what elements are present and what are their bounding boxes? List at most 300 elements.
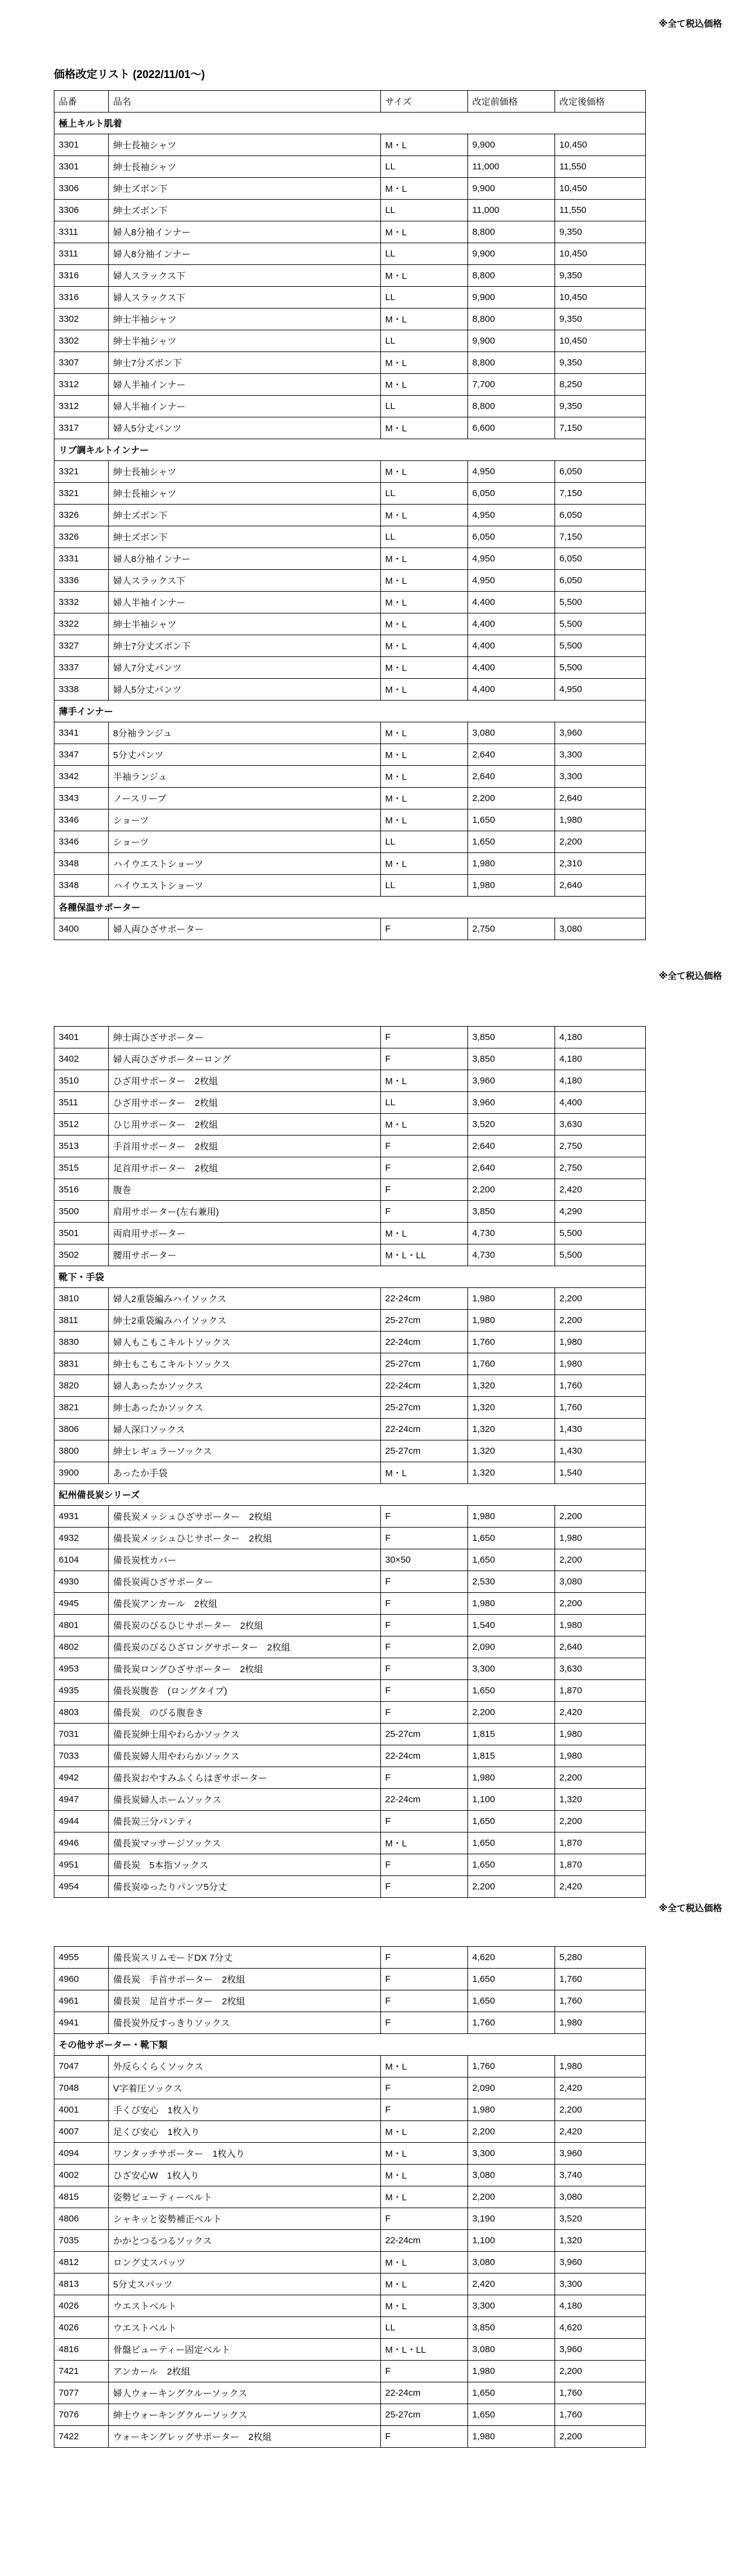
item-after-cell: 7,150 bbox=[555, 417, 646, 439]
item-after-cell: 10,450 bbox=[555, 178, 646, 200]
item-row bbox=[54, 1070, 646, 1092]
item-row bbox=[54, 657, 646, 679]
item-after-cell: 2,640 bbox=[555, 788, 646, 809]
item-row bbox=[54, 1244, 646, 1266]
item-name-cell: 婦人7分丈パンツ bbox=[109, 657, 381, 679]
item-name-cell: 紳士長袖シャツ bbox=[109, 483, 381, 505]
item-after-cell: 3,080 bbox=[555, 1571, 646, 1593]
item-after-cell: 4,620 bbox=[555, 2317, 646, 2339]
item-code-cell: 4007 bbox=[54, 2121, 109, 2143]
item-row bbox=[54, 396, 646, 417]
item-after-cell: 9,350 bbox=[555, 221, 646, 243]
item-name-cell: 紳士両ひざサポーター bbox=[109, 1027, 381, 1048]
item-name-cell: ひざ用サポーター 2枚組 bbox=[109, 1070, 381, 1092]
item-code-cell: 7048 bbox=[54, 2077, 109, 2099]
item-row bbox=[54, 2121, 646, 2143]
item-after-cell: 3,960 bbox=[555, 2143, 646, 2165]
item-size-cell: LL bbox=[381, 287, 468, 309]
item-before-cell: 4,730 bbox=[468, 1244, 555, 1266]
item-row bbox=[54, 243, 646, 265]
item-before-cell: 2,750 bbox=[468, 918, 555, 940]
item-before-cell: 1,650 bbox=[468, 1680, 555, 1702]
item-size-cell: F bbox=[381, 2426, 468, 2448]
item-before-cell: 1,650 bbox=[468, 1811, 555, 1832]
item-before-cell: 3,080 bbox=[468, 2252, 555, 2274]
item-name-cell: 婦人5分丈パンツ bbox=[109, 417, 381, 439]
item-code-cell: 3301 bbox=[54, 134, 109, 156]
item-code-cell: 4935 bbox=[54, 1680, 109, 1702]
item-before-cell: 11,000 bbox=[468, 156, 555, 178]
item-row bbox=[54, 1528, 646, 1549]
item-after-cell: 4,180 bbox=[555, 1070, 646, 1092]
item-before-cell: 4,730 bbox=[468, 1223, 555, 1244]
item-after-cell: 3,960 bbox=[555, 2339, 646, 2361]
item-size-cell: F bbox=[381, 1767, 468, 1789]
section-header-row bbox=[54, 439, 646, 461]
item-before-cell: 4,620 bbox=[468, 1947, 555, 1969]
item-code-cell: 3307 bbox=[54, 352, 109, 374]
item-before-cell: 1,980 bbox=[468, 1767, 555, 1789]
item-before-cell: 1,320 bbox=[468, 1419, 555, 1440]
item-code-cell: 4802 bbox=[54, 1636, 109, 1658]
item-name-cell: 婦人スラックス下 bbox=[109, 287, 381, 309]
item-row bbox=[54, 2404, 646, 2426]
item-name-cell: 紳士ズボン下 bbox=[109, 505, 381, 526]
item-after-cell: 3,960 bbox=[555, 2252, 646, 2274]
item-after-cell: 9,350 bbox=[555, 352, 646, 374]
item-before-cell: 2,200 bbox=[468, 1702, 555, 1724]
item-size-cell: LL bbox=[381, 200, 468, 221]
item-after-cell: 5,500 bbox=[555, 1244, 646, 1266]
item-size-cell: M・L bbox=[381, 1462, 468, 1484]
item-after-cell: 5,500 bbox=[555, 613, 646, 635]
item-row bbox=[54, 2230, 646, 2252]
item-after-cell: 10,450 bbox=[555, 330, 646, 352]
item-before-cell: 11,000 bbox=[468, 200, 555, 221]
item-row bbox=[54, 1990, 646, 2012]
item-size-cell: F bbox=[381, 1811, 468, 1832]
item-code-cell: 4816 bbox=[54, 2339, 109, 2361]
item-before-cell: 1,650 bbox=[468, 1549, 555, 1571]
item-name-cell: 両肩用サポーター bbox=[109, 1223, 381, 1244]
item-size-cell: M・L bbox=[381, 2121, 468, 2143]
section-title: 各種保温サポーター bbox=[54, 897, 646, 918]
item-before-cell: 9,900 bbox=[468, 178, 555, 200]
item-name-cell: 紳士レギュラーソックス bbox=[109, 1440, 381, 1462]
item-after-cell: 2,420 bbox=[555, 2121, 646, 2143]
tax-note-middle: ※全て税込価格 bbox=[659, 971, 722, 981]
item-row bbox=[54, 1310, 646, 1332]
item-code-cell: 3302 bbox=[54, 309, 109, 330]
item-after-cell: 6,050 bbox=[555, 570, 646, 592]
item-code-cell: 3341 bbox=[54, 722, 109, 744]
item-size-cell: 25-27cm bbox=[381, 1397, 468, 1419]
item-code-cell: 7033 bbox=[54, 1745, 109, 1767]
item-before-cell: 3,850 bbox=[468, 1027, 555, 1048]
item-name-cell: ショーツ bbox=[109, 831, 381, 853]
item-row bbox=[54, 918, 646, 940]
item-row bbox=[54, 526, 646, 548]
item-size-cell: M・L bbox=[381, 309, 468, 330]
column-header-row bbox=[54, 91, 646, 113]
tax-note-top: ※全て税込価格 bbox=[659, 19, 722, 29]
item-name-cell: 婦人両ひざサポーターロング bbox=[109, 1048, 381, 1070]
item-name-cell: 婦人2重袋編みハイソックス bbox=[109, 1288, 381, 1310]
item-size-cell: LL bbox=[381, 396, 468, 417]
section-header-row bbox=[54, 2034, 646, 2056]
item-size-cell: M・L bbox=[381, 265, 468, 287]
item-code-cell: 3302 bbox=[54, 330, 109, 352]
item-before-cell: 6,600 bbox=[468, 417, 555, 439]
item-row bbox=[54, 1114, 646, 1136]
item-size-cell: 22-24cm bbox=[381, 1419, 468, 1440]
item-row bbox=[54, 461, 646, 483]
item-name-cell: 5分丈パンツ bbox=[109, 744, 381, 766]
item-name-cell: 婦人深口ソックス bbox=[109, 1419, 381, 1440]
item-name-cell: 備長炭両ひざサポーター bbox=[109, 1571, 381, 1593]
item-code-cell: 4961 bbox=[54, 1990, 109, 2012]
item-after-cell: 3,300 bbox=[555, 744, 646, 766]
item-row bbox=[54, 1136, 646, 1157]
item-size-cell: M・L bbox=[381, 1070, 468, 1092]
item-after-cell: 2,200 bbox=[555, 1310, 646, 1332]
item-before-cell: 4,400 bbox=[468, 635, 555, 657]
item-code-cell: 6104 bbox=[54, 1549, 109, 1571]
item-row bbox=[54, 2208, 646, 2230]
item-code-cell: 3513 bbox=[54, 1136, 109, 1157]
item-size-cell: F bbox=[381, 1854, 468, 1876]
item-after-cell: 3,740 bbox=[555, 2165, 646, 2186]
price-table-page3 bbox=[54, 1946, 646, 2448]
item-after-cell: 7,150 bbox=[555, 526, 646, 548]
item-after-cell: 10,450 bbox=[555, 243, 646, 265]
item-before-cell: 1,100 bbox=[468, 1789, 555, 1811]
item-size-cell: 22-24cm bbox=[381, 2230, 468, 2252]
item-after-cell: 3,300 bbox=[555, 2274, 646, 2295]
item-row bbox=[54, 1179, 646, 1201]
item-size-cell: M・L bbox=[381, 635, 468, 657]
item-row bbox=[54, 1724, 646, 1745]
item-row bbox=[54, 2252, 646, 2274]
item-row bbox=[54, 2143, 646, 2165]
item-after-cell: 4,950 bbox=[555, 679, 646, 701]
item-before-cell: 1,980 bbox=[468, 1310, 555, 1332]
item-name-cell: 備長炭メッシュひじサポーター 2枚組 bbox=[109, 1528, 381, 1549]
item-before-cell: 1,980 bbox=[468, 1506, 555, 1528]
item-size-cell: F bbox=[381, 2012, 468, 2034]
item-size-cell: F bbox=[381, 1947, 468, 1969]
item-before-cell: 4,950 bbox=[468, 570, 555, 592]
item-size-cell: M・L bbox=[381, 505, 468, 526]
item-code-cell: 4002 bbox=[54, 2165, 109, 2186]
item-before-cell: 3,300 bbox=[468, 2295, 555, 2317]
item-before-cell: 2,200 bbox=[468, 1876, 555, 1898]
item-row bbox=[54, 592, 646, 613]
item-code-cell: 3312 bbox=[54, 374, 109, 396]
item-before-cell: 1,760 bbox=[468, 1332, 555, 1353]
item-name-cell: 外反らくらくソックス bbox=[109, 2056, 381, 2077]
item-after-cell: 1,980 bbox=[555, 1615, 646, 1636]
item-before-cell: 3,080 bbox=[468, 722, 555, 744]
item-row bbox=[54, 635, 646, 657]
item-before-cell: 2,530 bbox=[468, 1571, 555, 1593]
item-after-cell: 4,180 bbox=[555, 1027, 646, 1048]
item-size-cell: M・L bbox=[381, 2056, 468, 2077]
item-after-cell: 2,750 bbox=[555, 1136, 646, 1157]
item-row bbox=[54, 1680, 646, 1702]
item-size-cell: LL bbox=[381, 831, 468, 853]
item-after-cell: 2,200 bbox=[555, 1593, 646, 1615]
item-row bbox=[54, 2426, 646, 2448]
item-row bbox=[54, 1048, 646, 1070]
item-size-cell: F bbox=[381, 1876, 468, 1898]
price-table-page2 bbox=[54, 1026, 646, 1898]
item-after-cell: 2,200 bbox=[555, 1506, 646, 1528]
item-before-cell: 2,200 bbox=[468, 2121, 555, 2143]
item-after-cell: 2,420 bbox=[555, 1876, 646, 1898]
item-size-cell: M・L bbox=[381, 178, 468, 200]
item-row bbox=[54, 2295, 646, 2317]
item-size-cell: LL bbox=[381, 330, 468, 352]
item-size-cell: M・L bbox=[381, 570, 468, 592]
item-size-cell: M・L bbox=[381, 2165, 468, 2186]
item-before-cell: 2,640 bbox=[468, 1157, 555, 1179]
item-before-cell: 1,650 bbox=[468, 2404, 555, 2426]
column-header-before: 改定前価格 bbox=[468, 91, 555, 113]
item-after-cell: 10,450 bbox=[555, 134, 646, 156]
item-after-cell: 1,870 bbox=[555, 1832, 646, 1854]
item-row bbox=[54, 287, 646, 309]
item-before-cell: 1,760 bbox=[468, 1353, 555, 1375]
item-after-cell: 1,430 bbox=[555, 1419, 646, 1440]
item-after-cell: 1,760 bbox=[555, 2382, 646, 2404]
item-name-cell: 足くび安心 1枚入り bbox=[109, 2121, 381, 2143]
item-code-cell: 3348 bbox=[54, 853, 109, 875]
item-row bbox=[54, 788, 646, 809]
item-row bbox=[54, 722, 646, 744]
item-name-cell: V字着圧ソックス bbox=[109, 2077, 381, 2099]
item-code-cell: 7421 bbox=[54, 2361, 109, 2382]
item-code-cell: 3312 bbox=[54, 396, 109, 417]
item-size-cell: M・L・LL bbox=[381, 1244, 468, 1266]
item-code-cell: 3336 bbox=[54, 570, 109, 592]
item-code-cell: 3301 bbox=[54, 156, 109, 178]
item-row bbox=[54, 1288, 646, 1310]
item-size-cell: M・L bbox=[381, 679, 468, 701]
item-after-cell: 3,630 bbox=[555, 1658, 646, 1680]
item-row bbox=[54, 1157, 646, 1179]
item-name-cell: 腰用サポーター bbox=[109, 1244, 381, 1266]
item-code-cell: 4094 bbox=[54, 2143, 109, 2165]
item-size-cell: M・L bbox=[381, 221, 468, 243]
item-row bbox=[54, 200, 646, 221]
item-after-cell: 1,870 bbox=[555, 1854, 646, 1876]
item-code-cell: 3830 bbox=[54, 1332, 109, 1353]
item-after-cell: 1,760 bbox=[555, 1990, 646, 2012]
item-code-cell: 3810 bbox=[54, 1288, 109, 1310]
item-code-cell: 4951 bbox=[54, 1854, 109, 1876]
item-code-cell: 3316 bbox=[54, 287, 109, 309]
item-name-cell: 紳士長袖シャツ bbox=[109, 461, 381, 483]
item-size-cell: M・L bbox=[381, 461, 468, 483]
item-row bbox=[54, 1789, 646, 1811]
item-after-cell: 5,500 bbox=[555, 1223, 646, 1244]
item-before-cell: 4,400 bbox=[468, 592, 555, 613]
item-after-cell: 2,200 bbox=[555, 1811, 646, 1832]
item-name-cell: 姿勢ビューティーベルト bbox=[109, 2186, 381, 2208]
item-after-cell: 5,500 bbox=[555, 657, 646, 679]
item-before-cell: 8,800 bbox=[468, 309, 555, 330]
item-size-cell: 25-27cm bbox=[381, 2404, 468, 2426]
item-size-cell: M・L bbox=[381, 2252, 468, 2274]
item-size-cell: F bbox=[381, 2361, 468, 2382]
item-before-cell: 1,980 bbox=[468, 2361, 555, 2382]
item-size-cell: M・L bbox=[381, 613, 468, 635]
item-name-cell: 紳士半袖シャツ bbox=[109, 613, 381, 635]
item-before-cell: 3,850 bbox=[468, 2317, 555, 2339]
item-before-cell: 1,320 bbox=[468, 1462, 555, 1484]
item-code-cell: 4026 bbox=[54, 2295, 109, 2317]
item-name-cell: 肩用サポーター(左右兼用) bbox=[109, 1201, 381, 1223]
item-before-cell: 2,200 bbox=[468, 788, 555, 809]
item-name-cell: 骨盤ビューティー固定ベルト bbox=[109, 2339, 381, 2361]
item-name-cell: 備長炭枕カバー bbox=[109, 1549, 381, 1571]
item-after-cell: 1,540 bbox=[555, 1462, 646, 1484]
item-code-cell: 4953 bbox=[54, 1658, 109, 1680]
item-before-cell: 3,960 bbox=[468, 1092, 555, 1114]
item-size-cell: F bbox=[381, 1593, 468, 1615]
item-name-cell: 手首用サポーター 2枚組 bbox=[109, 1136, 381, 1157]
item-after-cell: 9,350 bbox=[555, 265, 646, 287]
item-name-cell: ハイウエストショーツ bbox=[109, 875, 381, 897]
item-row bbox=[54, 1636, 646, 1658]
item-row bbox=[54, 570, 646, 592]
item-name-cell: 備長炭 のびる腹巻き bbox=[109, 1702, 381, 1724]
item-name-cell: 婦人8分袖インナー bbox=[109, 221, 381, 243]
item-row bbox=[54, 156, 646, 178]
item-row bbox=[54, 1658, 646, 1680]
item-size-cell: F bbox=[381, 1528, 468, 1549]
item-name-cell: 備長炭スリムモードDX 7分丈 bbox=[109, 1947, 381, 1969]
item-size-cell: 22-24cm bbox=[381, 1375, 468, 1397]
item-row bbox=[54, 1027, 646, 1048]
item-size-cell: F bbox=[381, 1969, 468, 1990]
item-row bbox=[54, 374, 646, 396]
item-code-cell: 3331 bbox=[54, 548, 109, 570]
item-size-cell: F bbox=[381, 1636, 468, 1658]
item-size-cell: M・L bbox=[381, 1114, 468, 1136]
item-before-cell: 1,815 bbox=[468, 1745, 555, 1767]
item-name-cell: 備長炭のびるひざロングサポーター 2枚組 bbox=[109, 1636, 381, 1658]
item-name-cell: 婦人8分袖インナー bbox=[109, 243, 381, 265]
section-header-row bbox=[54, 701, 646, 722]
item-row bbox=[54, 352, 646, 374]
item-name-cell: 婦人半袖インナー bbox=[109, 396, 381, 417]
item-name-cell: 備長炭三分パンティ bbox=[109, 1811, 381, 1832]
item-size-cell: M・L bbox=[381, 2274, 468, 2295]
item-name-cell: ひざ用サポーター 2枚組 bbox=[109, 1092, 381, 1114]
item-code-cell: 7422 bbox=[54, 2426, 109, 2448]
item-before-cell: 1,320 bbox=[468, 1375, 555, 1397]
item-row bbox=[54, 1397, 646, 1419]
item-size-cell: M・L bbox=[381, 1832, 468, 1854]
item-size-cell: F bbox=[381, 1506, 468, 1528]
item-after-cell: 9,350 bbox=[555, 396, 646, 417]
item-name-cell: シャキッと姿勢補正ベルト bbox=[109, 2208, 381, 2230]
item-row bbox=[54, 505, 646, 526]
item-row bbox=[54, 1332, 646, 1353]
item-before-cell: 2,640 bbox=[468, 766, 555, 788]
item-code-cell: 3327 bbox=[54, 635, 109, 657]
item-code-cell: 3510 bbox=[54, 1070, 109, 1092]
item-code-cell: 4941 bbox=[54, 2012, 109, 2034]
table-body bbox=[54, 113, 646, 940]
item-size-cell: M・L bbox=[381, 853, 468, 875]
item-row bbox=[54, 483, 646, 505]
item-name-cell: 紳士半袖シャツ bbox=[109, 330, 381, 352]
item-after-cell: 3,520 bbox=[555, 2208, 646, 2230]
item-after-cell: 3,080 bbox=[555, 2186, 646, 2208]
section-header-row bbox=[54, 113, 646, 134]
item-code-cell: 3326 bbox=[54, 505, 109, 526]
item-code-cell: 3347 bbox=[54, 744, 109, 766]
item-after-cell: 4,180 bbox=[555, 1048, 646, 1070]
item-row bbox=[54, 1419, 646, 1440]
item-size-cell: 25-27cm bbox=[381, 1724, 468, 1745]
item-after-cell: 1,980 bbox=[555, 1745, 646, 1767]
item-name-cell: 紳士ウォーキングクルーソックス bbox=[109, 2404, 381, 2426]
item-name-cell: ワンタッチサポーター 1枚入り bbox=[109, 2143, 381, 2165]
item-row bbox=[54, 1375, 646, 1397]
item-name-cell: 5分丈スパッツ bbox=[109, 2274, 381, 2295]
item-name-cell: 足首用サポーター 2枚組 bbox=[109, 1157, 381, 1179]
column-header-after: 改定後価格 bbox=[555, 91, 646, 113]
item-name-cell: 婦人半袖インナー bbox=[109, 374, 381, 396]
item-row bbox=[54, 744, 646, 766]
item-after-cell: 2,310 bbox=[555, 853, 646, 875]
item-code-cell: 7047 bbox=[54, 2056, 109, 2077]
item-before-cell: 1,760 bbox=[468, 2012, 555, 2034]
item-code-cell: 3311 bbox=[54, 243, 109, 265]
item-size-cell: M・L bbox=[381, 352, 468, 374]
item-after-cell: 1,870 bbox=[555, 1680, 646, 1702]
item-code-cell: 3501 bbox=[54, 1223, 109, 1244]
item-code-cell: 7031 bbox=[54, 1724, 109, 1745]
item-after-cell: 3,630 bbox=[555, 1114, 646, 1136]
item-code-cell: 3346 bbox=[54, 809, 109, 831]
item-name-cell: 紳士ズボン下 bbox=[109, 178, 381, 200]
section-title: リブ調キルトインナー bbox=[54, 439, 646, 461]
item-name-cell: 婦人半袖インナー bbox=[109, 592, 381, 613]
item-after-cell: 9,350 bbox=[555, 309, 646, 330]
item-before-cell: 1,980 bbox=[468, 875, 555, 897]
item-before-cell: 9,900 bbox=[468, 243, 555, 265]
item-name-cell: 備長炭 足首サポーター 2枚組 bbox=[109, 1990, 381, 2012]
item-code-cell: 7035 bbox=[54, 2230, 109, 2252]
item-code-cell: 4026 bbox=[54, 2317, 109, 2339]
item-after-cell: 2,200 bbox=[555, 831, 646, 853]
item-size-cell: 22-24cm bbox=[381, 1789, 468, 1811]
item-row bbox=[54, 134, 646, 156]
item-code-cell: 3811 bbox=[54, 1310, 109, 1332]
item-row bbox=[54, 2165, 646, 2186]
item-row bbox=[54, 1201, 646, 1223]
item-row bbox=[54, 853, 646, 875]
item-before-cell: 1,650 bbox=[468, 2382, 555, 2404]
item-row bbox=[54, 2274, 646, 2295]
item-name-cell: ウエストベルト bbox=[109, 2295, 381, 2317]
item-name-cell: 備長炭外反すっきりソックス bbox=[109, 2012, 381, 2034]
